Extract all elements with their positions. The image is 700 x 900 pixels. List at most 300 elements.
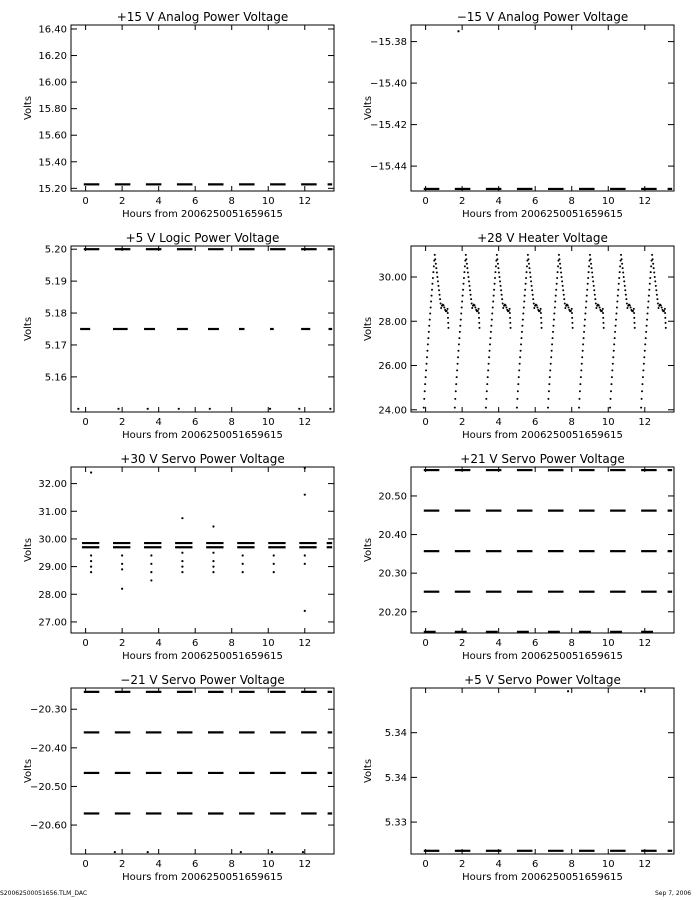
- x-tick-label: 10: [601, 417, 615, 428]
- y-tick-label: −15.38: [369, 37, 407, 49]
- data-point: [150, 571, 152, 573]
- data-point: [181, 571, 183, 573]
- data-point: [178, 408, 180, 410]
- data-point: [437, 285, 439, 287]
- data-point: [463, 277, 465, 279]
- data-point: [447, 317, 449, 319]
- data-point: [209, 408, 211, 410]
- data-point: [647, 301, 649, 303]
- x-axis-label: Hours from 2006250051659615: [122, 430, 283, 441]
- data-point: [181, 517, 183, 519]
- data-point: [611, 369, 613, 371]
- data-point: [520, 337, 522, 339]
- data-point: [540, 317, 542, 319]
- data-point: [663, 310, 665, 312]
- chart-title: −15 V Analog Power Voltage: [456, 10, 629, 24]
- plot-frame: [71, 246, 334, 412]
- data-point: [570, 310, 572, 312]
- x-tick-label: 4: [495, 638, 502, 649]
- data-point: [547, 398, 549, 400]
- data-point: [592, 280, 594, 282]
- data-point: [549, 369, 551, 371]
- data-point: [524, 295, 526, 297]
- data-point: [621, 258, 623, 260]
- data-point: [462, 289, 464, 291]
- chart-title: +30 V Servo Power Voltage: [120, 452, 285, 466]
- x-tick-label: 4: [155, 859, 162, 870]
- data-point: [437, 280, 439, 282]
- data-point: [424, 383, 426, 385]
- data-point: [461, 301, 463, 303]
- x-tick-label: 0: [422, 638, 429, 649]
- data-point: [520, 343, 522, 345]
- y-tick-label: 5.34: [384, 772, 407, 784]
- plot-frame: [71, 25, 334, 191]
- data-point: [634, 322, 636, 324]
- data-point: [540, 312, 542, 314]
- y-tick-label: 20.30: [378, 568, 407, 580]
- data-point: [424, 390, 426, 392]
- data-point: [498, 272, 500, 274]
- x-tick-label: 2: [458, 417, 466, 428]
- data-point: [649, 277, 651, 279]
- data-point: [489, 337, 491, 339]
- y-tick-label: 5.18: [44, 308, 67, 320]
- data-point: [426, 363, 428, 365]
- data-point: [471, 303, 473, 305]
- data-point: [429, 319, 431, 321]
- data-point: [509, 312, 511, 314]
- data-point: [502, 307, 504, 309]
- data-point: [629, 304, 631, 306]
- x-tick-label: 10: [601, 196, 615, 207]
- data-point: [657, 307, 659, 309]
- data-point: [650, 271, 652, 273]
- data-point: [502, 303, 504, 305]
- data-point: [551, 343, 553, 345]
- data-point: [598, 304, 600, 306]
- data-point: [431, 295, 433, 297]
- x-tick-label: 6: [532, 196, 539, 207]
- data-point: [431, 283, 433, 285]
- data-point: [466, 267, 468, 269]
- data-point: [554, 307, 556, 309]
- data-point: [427, 343, 429, 345]
- data-point: [613, 343, 615, 345]
- y-tick-label: 16.20: [38, 51, 67, 63]
- data-point: [640, 407, 642, 409]
- data-point: [443, 304, 445, 306]
- data-point: [571, 308, 573, 310]
- data-point: [492, 307, 494, 309]
- data-point: [447, 327, 449, 329]
- data-point: [618, 283, 620, 285]
- x-tick-label: 4: [495, 859, 502, 870]
- data-point: [212, 571, 214, 573]
- x-tick-label: 12: [298, 196, 312, 207]
- data-point: [571, 312, 573, 314]
- y-tick-label: 27.00: [38, 617, 67, 629]
- data-point: [329, 408, 331, 410]
- y-axis-label: Volts: [363, 95, 374, 121]
- data-point: [561, 280, 563, 282]
- data-point: [580, 369, 582, 371]
- x-tick-label: 6: [532, 859, 539, 870]
- data-point: [655, 285, 657, 287]
- data-point: [616, 307, 618, 309]
- data-point: [655, 289, 657, 291]
- y-axis-label: Volts: [23, 758, 34, 784]
- chart-title: +21 V Servo Power Voltage: [460, 452, 625, 466]
- data-point: [645, 331, 647, 333]
- data-point: [528, 267, 530, 269]
- x-tick-label: 8: [228, 417, 235, 428]
- data-point: [488, 363, 490, 365]
- data-point: [242, 571, 244, 573]
- data-point: [460, 319, 462, 321]
- data-point: [610, 398, 612, 400]
- data-point: [430, 301, 432, 303]
- y-tick-label: 5.20: [44, 244, 67, 256]
- data-point: [150, 554, 152, 556]
- data-point: [435, 263, 437, 265]
- x-tick-label: 10: [261, 196, 275, 207]
- data-point: [562, 289, 564, 291]
- data-point: [519, 356, 521, 358]
- data-point: [589, 254, 591, 256]
- data-point: [526, 271, 528, 273]
- y-axis-label: Volts: [23, 537, 34, 563]
- data-point: [617, 295, 619, 297]
- data-point: [500, 285, 502, 287]
- data-point: [426, 356, 428, 358]
- data-point: [428, 331, 430, 333]
- data-point: [469, 285, 471, 287]
- data-point: [520, 350, 522, 352]
- data-point: [455, 383, 457, 385]
- x-tick-label: 12: [298, 859, 312, 870]
- y-tick-label: −15.40: [369, 78, 407, 90]
- y-axis-label: Volts: [363, 316, 374, 342]
- data-point: [459, 325, 461, 327]
- x-tick-label: 6: [192, 859, 199, 870]
- data-point: [477, 310, 479, 312]
- data-point: [423, 407, 425, 409]
- data-point: [560, 267, 562, 269]
- data-point: [493, 289, 495, 291]
- data-point: [552, 337, 554, 339]
- y-tick-label: 5.17: [44, 340, 67, 352]
- x-tick-label: 12: [298, 638, 312, 649]
- data-point: [456, 376, 458, 378]
- data-point: [615, 325, 617, 327]
- data-point: [114, 851, 116, 853]
- x-tick-label: 8: [568, 638, 575, 649]
- data-point: [622, 272, 624, 274]
- y-tick-label: 5.19: [44, 276, 67, 288]
- data-point: [488, 356, 490, 358]
- data-point: [572, 327, 574, 329]
- plot-frame: [411, 25, 674, 191]
- x-tick-label: 2: [118, 196, 126, 207]
- data-point: [553, 319, 555, 321]
- data-point: [633, 312, 635, 314]
- data-point: [497, 267, 499, 269]
- data-point: [509, 322, 511, 324]
- data-point: [590, 263, 592, 265]
- data-point: [586, 295, 588, 297]
- data-point: [212, 566, 214, 568]
- x-tick-label: 8: [568, 417, 575, 428]
- x-axis-label: Hours from 2006250051659615: [462, 430, 623, 441]
- chart-title: +15 V Analog Power Voltage: [116, 10, 289, 24]
- data-point: [497, 263, 499, 265]
- data-point: [558, 254, 560, 256]
- data-point: [646, 319, 648, 321]
- data-point: [593, 285, 595, 287]
- data-point: [212, 560, 214, 562]
- data-point: [609, 407, 611, 409]
- data-point: [77, 408, 79, 410]
- data-point: [524, 289, 526, 291]
- data-point: [643, 356, 645, 358]
- data-point: [592, 276, 594, 278]
- data-point: [509, 317, 511, 319]
- data-point: [499, 276, 501, 278]
- data-point: [446, 310, 448, 312]
- data-point: [467, 272, 469, 274]
- x-tick-label: 6: [532, 638, 539, 649]
- data-point: [665, 322, 667, 324]
- x-tick-label: 6: [192, 196, 199, 207]
- data-point: [478, 308, 480, 310]
- data-point: [624, 289, 626, 291]
- data-point: [528, 263, 530, 265]
- chart-panel-3: [23, 231, 334, 441]
- data-point: [665, 327, 667, 329]
- data-point: [594, 294, 596, 296]
- y-tick-label: 30.00: [378, 272, 407, 284]
- x-tick-label: 2: [458, 196, 466, 207]
- data-point: [447, 308, 449, 310]
- data-point: [430, 307, 432, 309]
- data-point: [630, 307, 632, 309]
- data-point: [536, 307, 538, 309]
- data-point: [558, 258, 560, 260]
- x-tick-label: 12: [638, 638, 652, 649]
- data-point: [526, 265, 528, 267]
- data-point: [654, 280, 656, 282]
- footer-filename: S20062500051656.TLM_DAC: [0, 890, 88, 897]
- data-point: [536, 304, 538, 306]
- data-point: [646, 325, 648, 327]
- data-point: [304, 610, 306, 612]
- data-point: [496, 258, 498, 260]
- data-point: [551, 350, 553, 352]
- data-point: [433, 265, 435, 267]
- data-point: [557, 271, 559, 273]
- data-point: [304, 494, 306, 496]
- data-point: [490, 331, 492, 333]
- data-point: [425, 376, 427, 378]
- data-point: [559, 263, 561, 265]
- data-point: [516, 407, 518, 409]
- data-point: [500, 289, 502, 291]
- data-point: [474, 307, 476, 309]
- data-point: [648, 295, 650, 297]
- data-point: [571, 317, 573, 319]
- y-tick-label: −15.44: [369, 161, 407, 173]
- data-point: [529, 272, 531, 274]
- data-point: [525, 283, 527, 285]
- data-point: [642, 369, 644, 371]
- x-tick-label: 10: [601, 859, 615, 870]
- x-axis-label: Hours from 2006250051659615: [122, 651, 283, 662]
- data-point: [423, 398, 425, 400]
- data-point: [633, 308, 635, 310]
- data-point: [550, 363, 552, 365]
- data-point: [495, 265, 497, 267]
- data-point: [492, 301, 494, 303]
- data-point: [242, 563, 244, 565]
- x-tick-label: 8: [228, 638, 235, 649]
- data-point: [619, 265, 621, 267]
- data-point: [478, 327, 480, 329]
- data-point: [494, 271, 496, 273]
- data-point: [641, 390, 643, 392]
- data-point: [271, 851, 273, 853]
- y-tick-label: −20.30: [29, 704, 67, 716]
- x-axis-label: Hours from 2006250051659615: [462, 209, 623, 220]
- data-point: [457, 363, 459, 365]
- data-point: [557, 265, 559, 267]
- data-point: [465, 258, 467, 260]
- data-point: [523, 307, 525, 309]
- x-tick-label: 10: [261, 859, 275, 870]
- data-point: [521, 325, 523, 327]
- data-point: [640, 690, 642, 692]
- x-tick-label: 4: [495, 196, 502, 207]
- data-point: [486, 383, 488, 385]
- data-point: [426, 350, 428, 352]
- x-tick-label: 0: [422, 417, 429, 428]
- data-point: [530, 276, 532, 278]
- x-tick-label: 12: [638, 417, 652, 428]
- data-point: [90, 571, 92, 573]
- data-point: [595, 307, 597, 309]
- data-point: [644, 343, 646, 345]
- x-tick-label: 12: [298, 417, 312, 428]
- x-tick-label: 4: [495, 417, 502, 428]
- data-point: [540, 322, 542, 324]
- data-point: [618, 277, 620, 279]
- data-point: [651, 254, 653, 256]
- data-point: [505, 304, 507, 306]
- data-point: [602, 308, 604, 310]
- data-point: [549, 376, 551, 378]
- data-point: [465, 254, 467, 256]
- data-point: [578, 398, 580, 400]
- x-axis-label: Hours from 2006250051659615: [462, 651, 623, 662]
- data-point: [90, 554, 92, 556]
- data-point: [470, 294, 472, 296]
- data-point: [547, 407, 549, 409]
- x-tick-label: 8: [568, 196, 575, 207]
- data-point: [593, 289, 595, 291]
- data-point: [539, 310, 541, 312]
- data-point: [150, 563, 152, 565]
- data-point: [642, 376, 644, 378]
- data-point: [653, 267, 655, 269]
- x-tick-label: 0: [422, 859, 429, 870]
- data-point: [501, 294, 503, 296]
- data-point: [454, 407, 456, 409]
- data-point: [429, 313, 431, 315]
- data-point: [436, 276, 438, 278]
- x-tick-label: 6: [192, 417, 199, 428]
- data-point: [121, 554, 123, 556]
- data-point: [428, 325, 430, 327]
- footer-date: Sep 7, 2006: [655, 890, 692, 897]
- data-point: [591, 272, 593, 274]
- data-point: [623, 280, 625, 282]
- data-point: [273, 571, 275, 573]
- data-point: [457, 350, 459, 352]
- data-point: [632, 310, 634, 312]
- data-point: [527, 254, 529, 256]
- y-tick-label: 5.16: [44, 372, 67, 384]
- data-point: [147, 408, 149, 410]
- data-point: [588, 271, 590, 273]
- data-point: [533, 307, 535, 309]
- data-point: [603, 327, 605, 329]
- data-point: [467, 276, 469, 278]
- data-point: [147, 851, 149, 853]
- data-point: [585, 307, 587, 309]
- data-point: [505, 307, 507, 309]
- data-point: [552, 331, 554, 333]
- y-tick-label: 30.00: [38, 534, 67, 546]
- data-point: [583, 331, 585, 333]
- data-point: [584, 313, 586, 315]
- x-tick-label: 2: [458, 859, 466, 870]
- x-tick-label: 2: [118, 417, 126, 428]
- data-point: [644, 350, 646, 352]
- data-point: [532, 294, 534, 296]
- data-point: [562, 285, 564, 287]
- data-point: [614, 337, 616, 339]
- data-point: [556, 277, 558, 279]
- data-point: [478, 317, 480, 319]
- data-point: [649, 283, 651, 285]
- data-point: [517, 383, 519, 385]
- y-tick-label: 5.33: [384, 817, 407, 829]
- data-point: [90, 560, 92, 562]
- data-point: [454, 398, 456, 400]
- data-point: [567, 690, 569, 692]
- data-point: [643, 363, 645, 365]
- data-point: [470, 298, 472, 300]
- data-point: [610, 390, 612, 392]
- data-point: [443, 307, 445, 309]
- data-point: [654, 276, 656, 278]
- data-point: [650, 265, 652, 267]
- data-point: [516, 398, 518, 400]
- data-point: [602, 312, 604, 314]
- data-point: [615, 313, 617, 315]
- data-point: [664, 312, 666, 314]
- x-tick-label: 2: [458, 638, 466, 649]
